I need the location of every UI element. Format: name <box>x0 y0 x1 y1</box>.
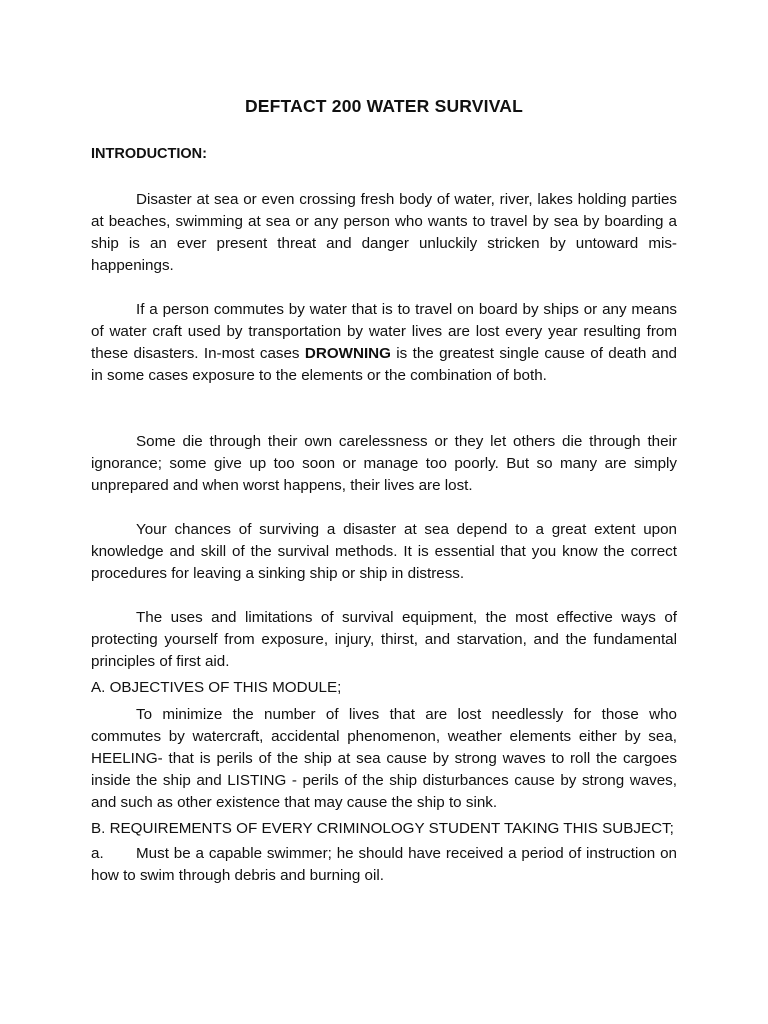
objectives-heading: A. OBJECTIVES OF THIS MODULE; <box>91 679 342 696</box>
intro-paragraph-2-text-after: is the greatest single cause of death and in some cases exposure to the elements or the combination of both. <box>91 345 677 384</box>
intro-paragraph-3: Some die through their own carelessness or they let others die through their ignorance; some give up too soon or manage too poorly. But so many are simply unprepared and when worst happens, their lives are lost. <box>91 433 677 494</box>
introduction-heading: INTRODUCTION: <box>91 146 207 162</box>
objectives-paragraph: To minimize the number of lives that are lost needlessly for those who commutes by watercraft, accidental phenomenon, weather elements either by sea, HEELING- that is perils of the ship at sea cause by strong waves to roll the cargoes inside the ship and LISTING - perils of the ship disturbances cause by strong waves, and such as other existence that may cause the ship to sink. <box>91 706 677 811</box>
intro-paragraph-2 <box>91 299 677 387</box>
requirement-marker: a. <box>91 845 104 862</box>
intro-paragraph-5: The uses and limitations of survival equipment, the most effective ways of protecting yourself from exposure, injury, thirst, and starvation, and the fundamental principles of first aid. <box>91 609 677 670</box>
requirement-text: Must be a capable swimmer; he should have received a period of instruction on how to swim through debris and burning oil. <box>91 845 677 884</box>
intro-paragraph-1: Disaster at sea or even crossing fresh body of water, river, lakes holding parties at beaches, swimming at sea or any person who wants to travel by sea by boarding a ship is an ever present threat and danger unluckily stricken by untoward mis-happenings. <box>91 191 677 274</box>
intro-paragraph-4: Your chances of surviving a disaster at sea depend to a great extent upon knowledge and skill of the survival methods. It is essential that you know the correct procedures for leaving a sinking ship or ship in distress. <box>91 521 677 582</box>
drowning-emphasis: DROWNING <box>304 345 391 362</box>
intro-paragraph-2-text-before: If a person commutes by water that is to travel on board by ships or any means of water craft used by transportation by water lives are lost every year resulting from these disasters. In-most cases <box>91 301 677 362</box>
requirements-heading: B. REQUIREMENTS OF EVERY CRIMINOLOGY STUDENT TAKING THIS SUBJECT; <box>91 820 674 837</box>
requirement-item <box>91 843 677 887</box>
document-title: DEFTACT 200 WATER SURVIVAL <box>244 96 524 116</box>
